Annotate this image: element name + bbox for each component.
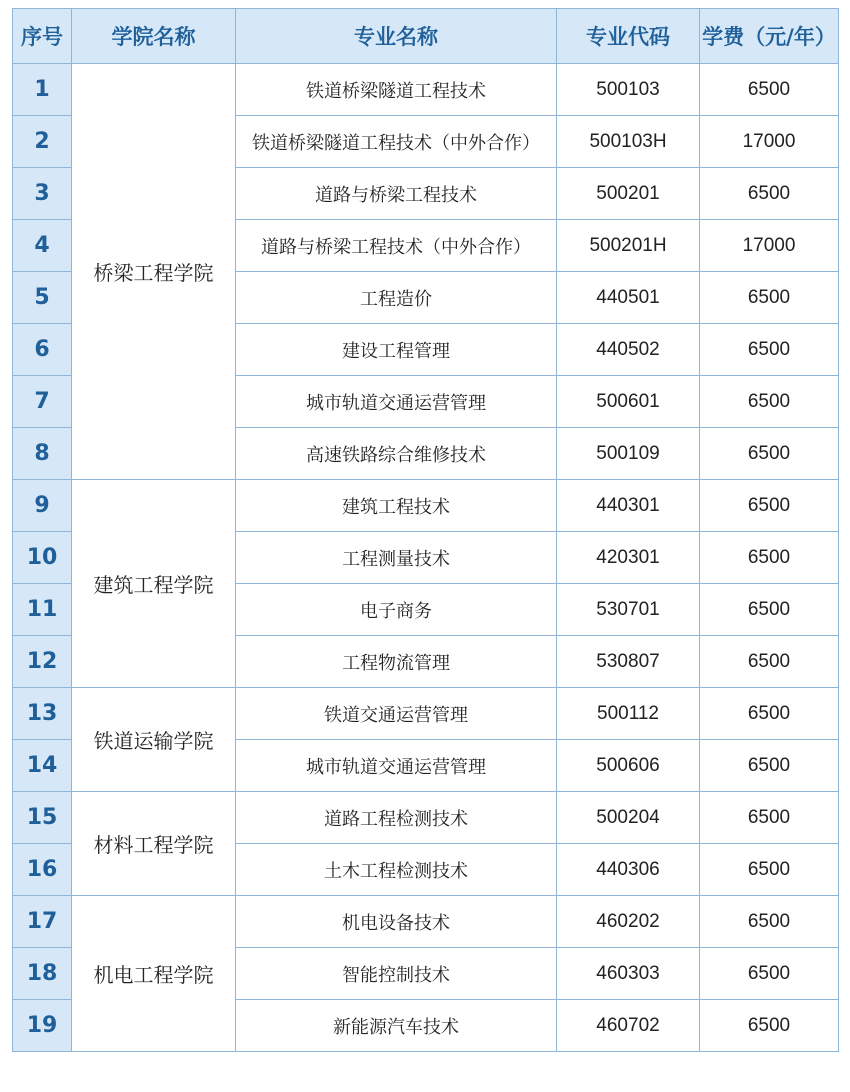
table-header — [13, 9, 839, 64]
tuition-fee: 6500 — [700, 272, 839, 324]
school-name: 铁道运输学院 — [72, 688, 236, 792]
major-code: 500601 — [557, 376, 700, 428]
major-code: 440306 — [557, 844, 700, 896]
major-name: 铁道桥梁隧道工程技术 — [236, 64, 557, 116]
header-code: 专业代码 — [557, 9, 700, 64]
major-code: 440501 — [557, 272, 700, 324]
major-name: 建设工程管理 — [236, 324, 557, 376]
row-index: 3 — [13, 168, 72, 220]
tuition-fee: 17000 — [700, 220, 839, 272]
table-row — [13, 688, 839, 740]
tuition-fee: 6500 — [700, 532, 839, 584]
major-code: 530807 — [557, 636, 700, 688]
tuition-fee: 6500 — [700, 584, 839, 636]
table-body — [13, 64, 839, 1052]
tuition-fee: 17000 — [700, 116, 839, 168]
major-code: 440502 — [557, 324, 700, 376]
tuition-fee: 6500 — [700, 636, 839, 688]
major-code: 500201 — [557, 168, 700, 220]
major-name: 新能源汽车技术 — [236, 1000, 557, 1052]
major-name: 工程物流管理 — [236, 636, 557, 688]
major-code: 500103 — [557, 64, 700, 116]
major-code: 460702 — [557, 1000, 700, 1052]
table-row — [13, 64, 839, 116]
tuition-fee: 6500 — [700, 64, 839, 116]
tuition-fee: 6500 — [700, 896, 839, 948]
school-name: 桥梁工程学院 — [72, 64, 236, 480]
header-row — [13, 9, 839, 64]
majors-fee-table — [12, 8, 839, 1052]
row-index: 8 — [13, 428, 72, 480]
major-code: 440301 — [557, 480, 700, 532]
major-code: 500103H — [557, 116, 700, 168]
major-code: 500204 — [557, 792, 700, 844]
major-code: 500112 — [557, 688, 700, 740]
tuition-fee: 6500 — [700, 688, 839, 740]
table-row — [13, 792, 839, 844]
header-school: 学院名称 — [72, 9, 236, 64]
major-code: 420301 — [557, 532, 700, 584]
row-index: 16 — [13, 844, 72, 896]
tuition-fee: 6500 — [700, 376, 839, 428]
table-row — [13, 896, 839, 948]
major-code: 460202 — [557, 896, 700, 948]
row-index: 11 — [13, 584, 72, 636]
tuition-fee: 6500 — [700, 168, 839, 220]
tuition-fee: 6500 — [700, 844, 839, 896]
major-name: 工程测量技术 — [236, 532, 557, 584]
tuition-fee: 6500 — [700, 792, 839, 844]
tuition-fee: 6500 — [700, 740, 839, 792]
row-index: 14 — [13, 740, 72, 792]
major-name: 土木工程检测技术 — [236, 844, 557, 896]
major-name: 高速铁路综合维修技术 — [236, 428, 557, 480]
tuition-fee: 6500 — [700, 428, 839, 480]
major-code: 500201H — [557, 220, 700, 272]
header-fee: 学费（元/年） — [700, 9, 839, 64]
school-name: 建筑工程学院 — [72, 480, 236, 688]
row-index: 13 — [13, 688, 72, 740]
row-index: 5 — [13, 272, 72, 324]
majors-table-container — [12, 8, 839, 1052]
major-name: 城市轨道交通运营管理 — [236, 376, 557, 428]
row-index: 12 — [13, 636, 72, 688]
row-index: 18 — [13, 948, 72, 1000]
major-name: 铁道交通运营管理 — [236, 688, 557, 740]
major-code: 500606 — [557, 740, 700, 792]
row-index: 2 — [13, 116, 72, 168]
row-index: 1 — [13, 64, 72, 116]
major-name: 道路工程检测技术 — [236, 792, 557, 844]
row-index: 17 — [13, 896, 72, 948]
major-name: 电子商务 — [236, 584, 557, 636]
major-name: 机电设备技术 — [236, 896, 557, 948]
major-name: 道路与桥梁工程技术（中外合作） — [236, 220, 557, 272]
row-index: 4 — [13, 220, 72, 272]
tuition-fee: 6500 — [700, 480, 839, 532]
row-index: 19 — [13, 1000, 72, 1052]
header-major: 专业名称 — [236, 9, 557, 64]
major-code: 500109 — [557, 428, 700, 480]
tuition-fee: 6500 — [700, 1000, 839, 1052]
row-index: 9 — [13, 480, 72, 532]
row-index: 10 — [13, 532, 72, 584]
header-index: 序号 — [13, 9, 72, 64]
tuition-fee: 6500 — [700, 324, 839, 376]
row-index: 15 — [13, 792, 72, 844]
row-index: 6 — [13, 324, 72, 376]
major-name: 工程造价 — [236, 272, 557, 324]
major-name: 建筑工程技术 — [236, 480, 557, 532]
table-row — [13, 480, 839, 532]
major-code: 530701 — [557, 584, 700, 636]
major-name: 铁道桥梁隧道工程技术（中外合作） — [236, 116, 557, 168]
major-name: 城市轨道交通运营管理 — [236, 740, 557, 792]
major-name: 智能控制技术 — [236, 948, 557, 1000]
row-index: 7 — [13, 376, 72, 428]
major-name: 道路与桥梁工程技术 — [236, 168, 557, 220]
tuition-fee: 6500 — [700, 948, 839, 1000]
major-code: 460303 — [557, 948, 700, 1000]
school-name: 机电工程学院 — [72, 896, 236, 1052]
school-name: 材料工程学院 — [72, 792, 236, 896]
